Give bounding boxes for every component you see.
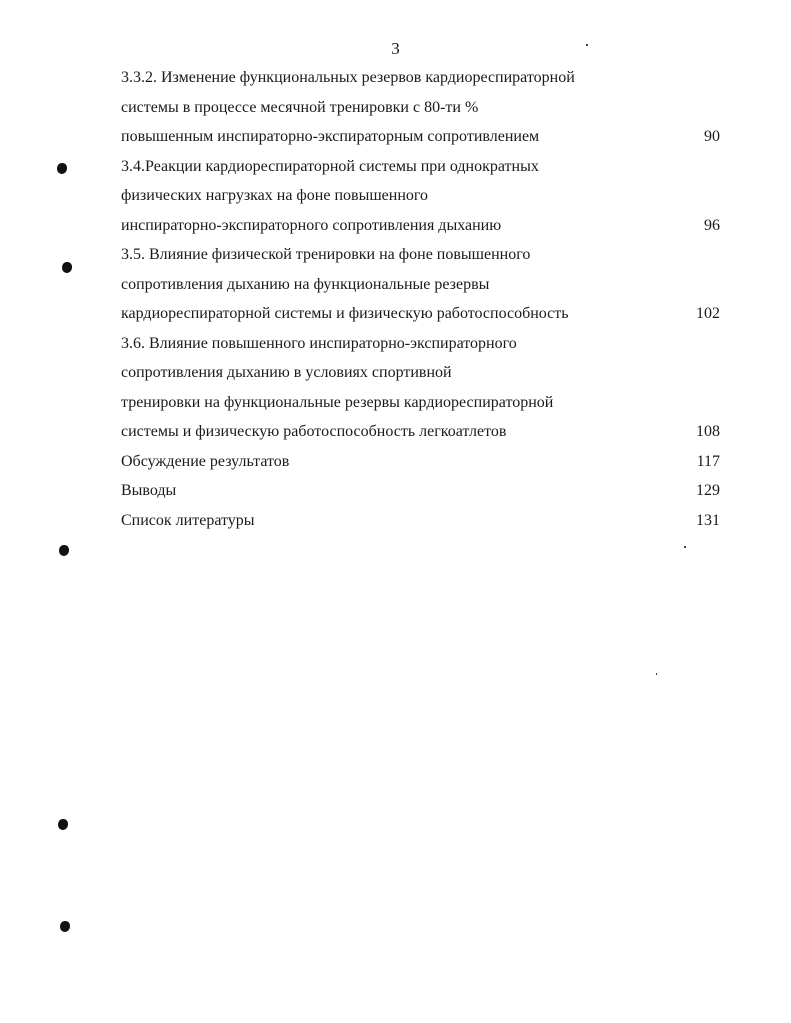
table-of-contents (121, 63, 721, 535)
toc-entry-last-line (121, 299, 721, 329)
scan-speck (684, 546, 686, 548)
toc-page-number: 108 (696, 423, 720, 440)
toc-page-number: 90 (704, 128, 720, 145)
toc-entry-3-3-2 (121, 63, 721, 152)
toc-entry-line: системы и физическую работоспособность легкоатлетов (121, 423, 507, 440)
toc-entry-last-line (121, 211, 721, 241)
toc-entry-3-6 (121, 329, 721, 447)
toc-page-number: 117 (696, 452, 720, 470)
toc-page-number: 129 (696, 482, 720, 499)
toc-entry-line: системы в процессе месячной тренировки с 80-ти % (121, 98, 479, 116)
punch-hole-mark (57, 163, 67, 174)
page-number: 3 (391, 39, 400, 58)
toc-entry-last-line (121, 476, 721, 506)
toc-entry-line: повышенным инспираторно-экспираторным сопротивлением (121, 128, 540, 145)
toc-entry-line: сопротивления дыханию на функциональные резервы (121, 275, 490, 293)
toc-entry-line: 3.3.2. Изменение функциональных резервов кардиореспираторной (121, 69, 575, 86)
toc-page-number: 102 (696, 305, 720, 322)
punch-hole-mark (59, 545, 69, 556)
toc-entry-last-line (121, 447, 721, 477)
toc-entry-line: Выводы (121, 482, 177, 499)
punch-hole-mark (60, 921, 70, 932)
toc-entry-line: Список литературы (121, 511, 255, 529)
toc-entry-line: 3.6. Влияние повышенного инспираторно-экспираторного (121, 334, 517, 352)
toc-entry-3-4 (121, 152, 721, 241)
toc-page-number: 96 (704, 216, 720, 234)
scan-speck (656, 673, 657, 675)
toc-entry-line: 3.5. Влияние физической тренировки на фоне повышенного (121, 246, 531, 263)
toc-entry-line: инспираторно-экспираторного сопротивления дыханию (121, 216, 502, 234)
toc-entry-line: кардиореспираторной системы и физическую работоспособность (121, 305, 569, 322)
toc-entry-line: 3.4.Реакции кардиореспираторной системы при однократных (121, 157, 539, 175)
punch-hole-mark (58, 819, 68, 830)
scan-speck (586, 44, 588, 46)
toc-entry-line: тренировки на функциональные резервы кардиореспираторной (121, 393, 554, 411)
toc-entry-last-line (121, 506, 721, 536)
toc-entry-3-5 (121, 240, 721, 329)
toc-entry-conclusions (121, 476, 721, 506)
toc-entry-last-line (121, 122, 721, 152)
toc-entry-references (121, 506, 721, 536)
toc-entry-discussion (121, 447, 721, 477)
toc-page-number: 131 (696, 511, 720, 529)
toc-entry-line: Обсуждение результатов (121, 452, 290, 470)
toc-entry-line: физических нагрузках на фоне повышенного (121, 187, 429, 204)
toc-entry-line: сопротивления дыханию в условиях спортивной (121, 364, 452, 381)
toc-entry-last-line (121, 417, 721, 447)
punch-hole-mark (62, 262, 72, 273)
